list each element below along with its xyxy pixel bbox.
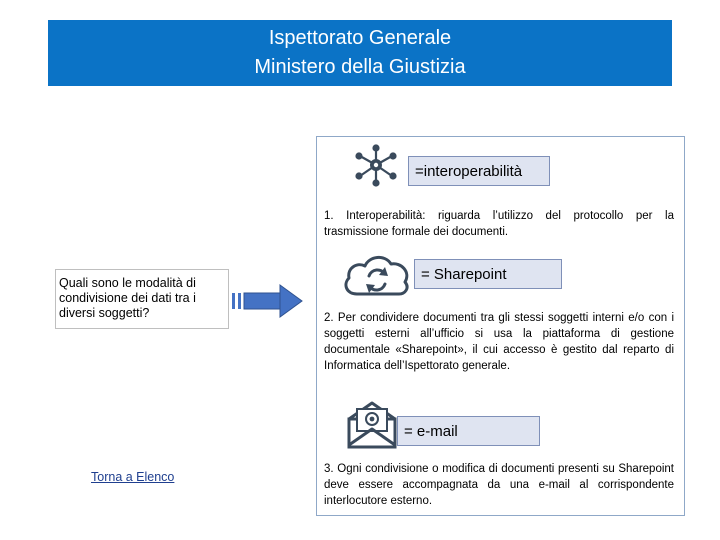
question-box [55, 269, 229, 329]
email-icon [346, 401, 398, 449]
header-banner [48, 20, 672, 86]
tag-interoperabilita-label: =interoperabilità [415, 163, 523, 180]
header-title-line1: Ispettorato Generale [268, 27, 452, 49]
tag-sharepoint-label: = Sharepoint [421, 266, 507, 283]
back-to-list-link[interactable]: Torna a Elenco [91, 470, 175, 484]
sharepoint-description: 2. Per condividere documenti tra gli stessi soggetti interni e/o con i soggetti esterni all’ufficio si usa la piattaforma di gestione documentale «Sharepoint», il cui accesso è gestito dal reparto di Informatica dell’Ispettorato generale. [324, 312, 674, 372]
cloud-sync-icon [341, 252, 413, 298]
tag-email [397, 416, 540, 446]
interop-description: 1. Interoperabilità: riguarda l’utilizzo del protocollo per la trasmissione formale dei documenti. [324, 210, 674, 238]
question-text: Quali sono le modalità di condivisione dei dati tra i diversi soggetti? [59, 276, 196, 320]
right-arrow-icon [232, 284, 304, 318]
email-description: 3. Ogni condivisione o modifica di documenti presenti su Sharepoint deve essere accompagnata da una e-mail al corrispondente interlocutore esterno. [324, 463, 674, 507]
network-icon [354, 142, 398, 188]
header-title-line2: Ministero della Giustizia [254, 56, 466, 78]
tag-email-label: = e-mail [404, 423, 458, 440]
tag-sharepoint [414, 259, 562, 289]
tag-interoperabilita [408, 156, 550, 186]
